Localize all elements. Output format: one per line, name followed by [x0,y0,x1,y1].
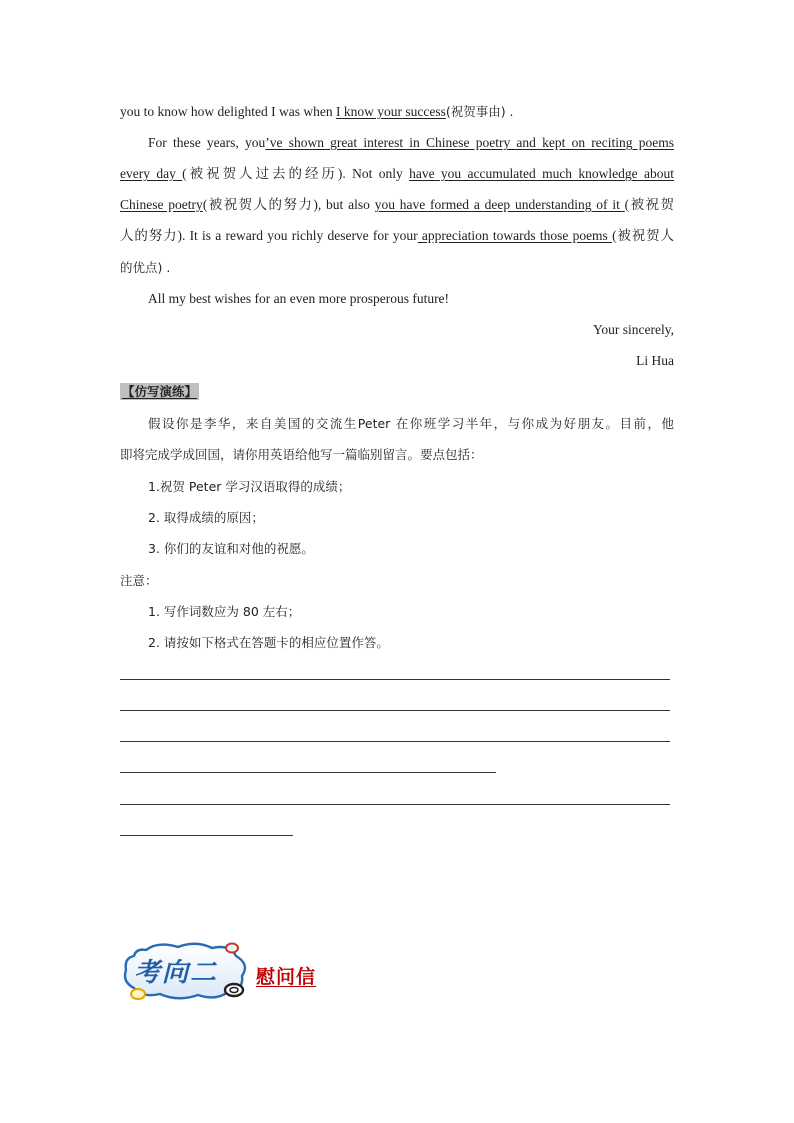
text-run: 2. 请按如下格式在答题卡的相应位置作答。 [148,635,389,650]
annotation-run: (祝贺事由) . [445,104,514,119]
answer-line [120,772,496,773]
text-run: 3. 你们的友谊和对他的祝愿。 [148,541,314,556]
letter-para2-line3 [120,195,674,215]
underlined-run: I know your success [335,104,446,119]
underlined-run: ’ve shown great interest in Chinese poetry and kept on reciting poems [265,135,674,150]
text-run: 人的努力). It is a reward you richly deserve for your [120,228,418,243]
letter-line-1 [120,102,674,122]
letter-para2-line1 [120,133,674,153]
exercise-point-3 [120,539,674,559]
text-run: you to know how delighted I was when [120,104,336,119]
text-run: (被祝贺人过去的经历). Not only [182,166,410,181]
answer-line [120,835,293,836]
exercise-point-1 [120,477,674,497]
letter-closing [120,320,674,340]
text-run: 1.祝贺 Peter 学习汉语取得的成绩； [148,479,351,494]
text-run: (被祝贺人的努力), but also [202,197,375,212]
exercise-label-row [120,382,674,402]
exercise-prompt-line1 [120,414,674,434]
exercise-note-1 [120,602,674,622]
letter-para2-line5 [120,258,674,278]
letter-wishes [120,289,674,309]
text-run: Li Hua [636,353,674,368]
exercise-prompt-line2 [120,445,674,465]
exercise-note-2 [120,633,674,653]
answer-line [120,804,670,805]
badge-text: 考向二 [134,958,219,988]
letter-para2-line2 [120,164,674,184]
exercise-note-label [120,571,674,591]
text-run: 1. 写作词数应为 80 左右； [148,604,301,619]
section-badge [120,938,254,1004]
text-run: 假设你是李华，来自美国的交流生Peter 在你班学习半年，与你成为好朋友。目前，他 [148,416,674,431]
text-run: (被祝贺人 [612,228,675,243]
underlined-run: every day [120,166,183,181]
section-title: 慰问信 [256,966,317,988]
answer-line [120,710,670,711]
text-run: (被祝贺 [624,197,674,212]
text-run: 的优点) . [120,260,171,275]
underlined-run: appreciation towards those poems [417,228,613,243]
text-run: 即将完成学成回国，请你用英语给他写一篇临别留言。要点包括： [120,447,483,462]
text-run: For these years, you [148,135,266,150]
exercise-label: 【仿写演练】 [122,384,198,399]
exercise-point-2 [120,508,674,528]
underlined-run: have you accumulated much knowledge about [409,166,674,181]
text-run: 注意： [120,573,158,588]
underlined-run: you have formed a deep understanding of it [374,197,625,212]
letter-signature [120,351,674,371]
letter-para2-line4 [120,226,674,246]
text-run: 2. 取得成绩的原因； [148,510,264,525]
underlined-run: Chinese poetry [120,197,203,212]
text-run: All my best wishes for an even more prosperous future! [148,291,450,306]
text-run: Your sincerely, [593,322,674,337]
answer-line [120,741,670,742]
answer-line [120,679,670,680]
